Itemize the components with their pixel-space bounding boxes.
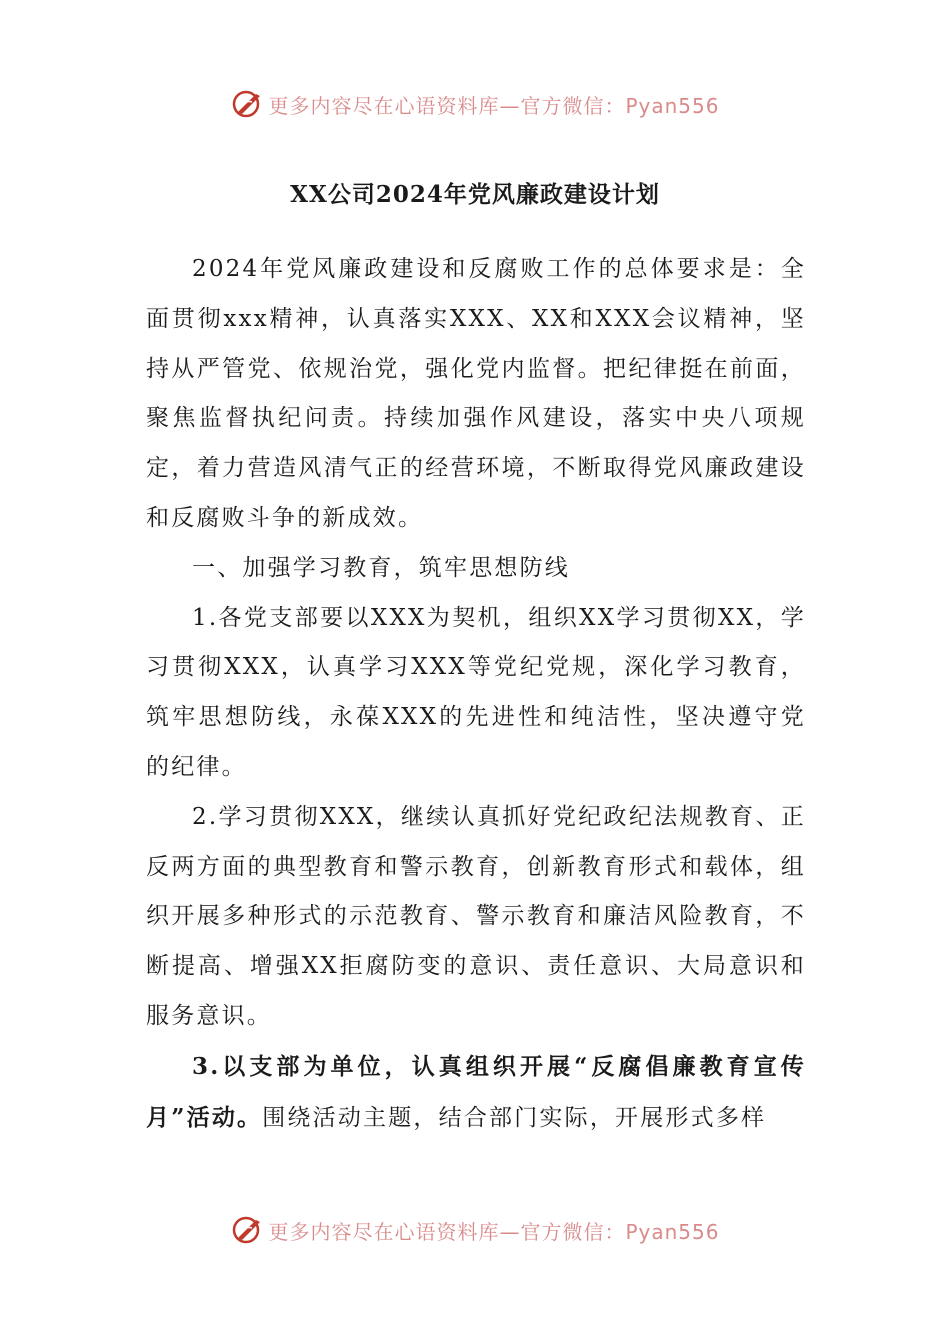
pen-logo-icon: [230, 1212, 266, 1248]
paragraph-intro: 2024年党风廉政建设和反腐败工作的总体要求是：全面贯彻xxx精神，认真落实XXX、XX和XXX会议精神，坚持从严管党、依规治党，强化党内监督。把纪律挺在前面，聚焦监督执纪问责。持续加强作风建设，落实中央八项规定，着力营造风清气正的经营环境，不断取得党风廉政建设和反腐败斗争的新成效。: [146, 256, 806, 531]
watermark-text: 更多内容尽在心语资料库—官方微信：Pyan556: [268, 93, 720, 118]
paragraph-item-1: 1.各党支部要以XXX为契机，组织XX学习贯彻XX，学习贯彻XXX，认真学习XXX等党纪党规，深化学习教育，筑牢思想防线，永葆XXX的先进性和纯洁性，坚决遵守党的纪律。: [146, 604, 806, 780]
paragraph-item-3: [146, 1042, 806, 1144]
paragraph-item-2: 2.学习贯彻XXX，继续认真抓好党纪政纪法规教育、正反两方面的典型教育和警示教育，创新教育形式和载体，组织开展多种形式的示范教育、警示教育和廉洁风险教育，不断提高、增强XX拒腐防变的意识、责任意识、大局意识和服务意识。: [146, 803, 806, 1029]
watermark-text: 更多内容尽在心语资料库—官方微信：Pyan556: [268, 1219, 720, 1244]
paragraph-item-3-lead: 3.以支部为单位，认真组织开展“反腐倡廉教育宣传月”活动。: [146, 1052, 806, 1131]
document-body: [146, 245, 806, 1143]
watermark-header: [0, 84, 950, 124]
section-heading-1: 一、加强学习教育，筑牢思想防线: [192, 554, 570, 581]
paragraph-item-3-text: 围绕活动主题，结合部门实际，开展形式多样: [262, 1104, 767, 1131]
watermark-footer: [0, 1210, 950, 1250]
pen-logo-icon: [230, 86, 266, 122]
document-title: XX公司2024年党风廉政建设计划: [290, 181, 660, 208]
